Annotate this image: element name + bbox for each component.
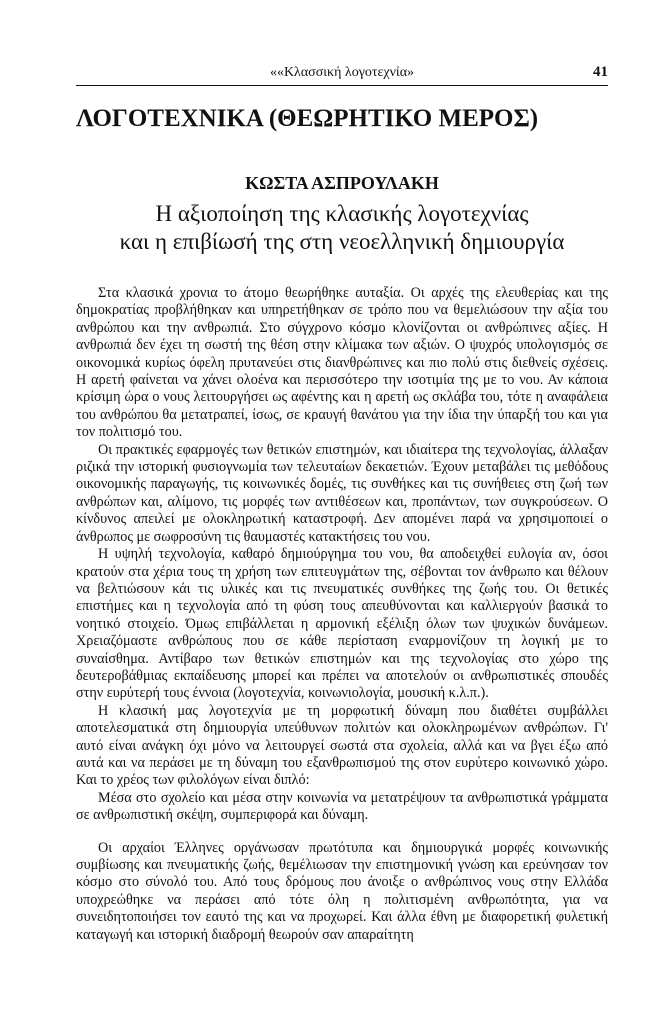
paragraph-4: Η κλασική μας λογοτεχνία με τη μορφωτική δύναμη που διαθέτει συμβάλλει αποτελεσματικά στη δημιουργία υπεύθυνων πολιτών και ολοκληρωμένων ανθρώπων. Γι' αυτό είναι ανάγκη όχι μόνο να λειτουργεί σωστά στα σχολεία, αλλά και να βγει έξω από αυτά και να περάσει με τη δύναμη του εξανθρωπισμού της στον ευρύτερο κοινωνικό χώρο. Και το χρέος των φιλολόγων είναι διπλό: [76, 702, 608, 789]
article-title [76, 200, 608, 256]
section-heading: ΛΟΓΟΤΕΧΝΙΚΑ (ΘΕΩΡΗΤΙΚΟ ΜΕΡΟΣ) [76, 105, 539, 132]
paragraph-2: Οι πρακτικές εφαρμογές των θετικών επιστημών, και ιδιαίτερα της τεχνολογίας, άλλαξαν ριζικά την ιστορική φυσιογνωμία των τελευταίων δεκαετιών. Έχουν μεταβάλει τις μεθόδους οικονομικής παραγωγής, τις κοινωνικές δομές, τις συνθήκες και τις συνήθειες στη ζωή των ανθρώπων και, αλίμονο, τις μορφές των αντιθέσεων και, προπάντων, των συγκρούσεων. Ο κίνδυνος απειλεί με ολοκληρωτική καταστροφή. Δεν απομένει παρά να χρησιμοποιεί ο άνθρωπος με σωφροσύνη τις θαυμαστές κατακτήσεις του νου. [76, 441, 608, 545]
article-body [76, 285, 608, 944]
author-name: ΚΩΣΤΑ ΑΣΠΡΟΥΛΑΚΗ [245, 173, 439, 193]
running-head [76, 64, 608, 84]
paragraph-3: Η υψηλή τεχνολογία, καθαρό δημιούργημα του νου, θα αποδειχθεί ευλογία αν, όσοι κρατούν στα χέρια τους τη χρήση των επιτευγμάτων της, σέβονται τον άνθρωπο και θέλουν να βελτιώσουν κάι τις υλικές και τις πνευματικές συνθήκες της ζωής του. Οι θετικές επιστήμες και η τεχνολογία από τη φύση τους απευθύνονται και καλλιεργούν βασικά το νοητικό στοιχείο. Όμως επιβάλλεται η αρμονική εξέλιξη όλων των ψυχικών δυνάμεων. Χρειαζόμαστε ανθρώπους που σε κάθε περίσταση εναρμονίζουν τη λογική με το συναίσθημα. Αντίβαρο των θετικών επιστημών και της τεχνολογίας στο χώρο της δευτεροβάθμιας εκπαίδευσης μπορεί και πρέπει να αποτελούν οι ανθρωπιστικές σπουδές στην ευρύτερή τους έννοια (λογοτεχνία, κοινωνιολογία, μουσική κ.λ.π.). [76, 546, 608, 702]
paragraph-1: Στα κλασικά χρονια το άτομο θεωρήθηκε αυταξία. Οι αρχές της ελευθερίας και της δημοκρατίας προβλήθηκαν και υπηρετήθηκαν σε τρόπο που να θεμελιώσουν την αξία του ανθρώπου και την ανθρωπιά. Στο σύγχρονο κόσμο κλονίζονται οι ανθρώπινες αξίες. Η ανθρωπιά δεν έχει τη σωστή της θέση στην κλίμακα των αξιών. Ο ψυχρός υπολογισμός σε οικονομικά κυρίως όφελη πρυτανεύει στις διανθρώπινες και πιο πολύ στις διεθνείς σχέσεις. Η αρετή φαίνεται να χάνει ολοένα και περισσότερο την ισοτιμία της με το νου. Αν κάποια κρίσιμη ώρα ο νους λειτουργήσει ως αφέντης και η αρετή ως σκλάβα του, τότε η αναφάλεια του ανθρώπου θα μετατραπεί, ίσως, σε κραυγή θανάτου για την ίδια την ύπαρξή του και για τον πολιτισμό του. [76, 285, 608, 441]
article-title-line-1: Η αξιοποίηση της κλασικής λογοτεχνίας [155, 201, 529, 226]
paragraph-5: Μέσα στο σχολείο και μέσα στην κοινωνία να μετατρέψουν τα ανθρωπιστικά γράμματα σε ανθρωπιστική σκέψη, συμπεριφορά και δύναμη. [76, 789, 608, 824]
page-number: 41 [593, 64, 608, 80]
paragraph-6: Οι αρχαίοι Έλληνες οργάνωσαν πρωτότυπα και δημιουργικά μορφές κοινωνικής συμβίωσης και πνευματικής ζωής, θεμέλιωσαν την επιστημονική γνώση και ερεύνησαν τον κόσμο στο σύνολό του. Από τους δρόμους που άνοιξε ο ανθρώπινος νους στην Ελλάδα υποχρεώθηκε να περάσει από τότε όλη η πολιτισμένη ανθρωπότητα, για να συνειδητοποιήσει τον εαυτό της και να προχωρεί. Και άλλα έθνη με διαφορετική φυλετική καταγωγή και ιστορική διαδρομή θεωρούν σαν απαραίτητη [76, 839, 608, 943]
article-title-line-2: και η επιβίωσή της στη νεοελληνική δημιουργία [119, 229, 565, 254]
header-rule [76, 85, 608, 86]
running-title: ««Κλασσική λογοτεχνία» [269, 65, 415, 80]
